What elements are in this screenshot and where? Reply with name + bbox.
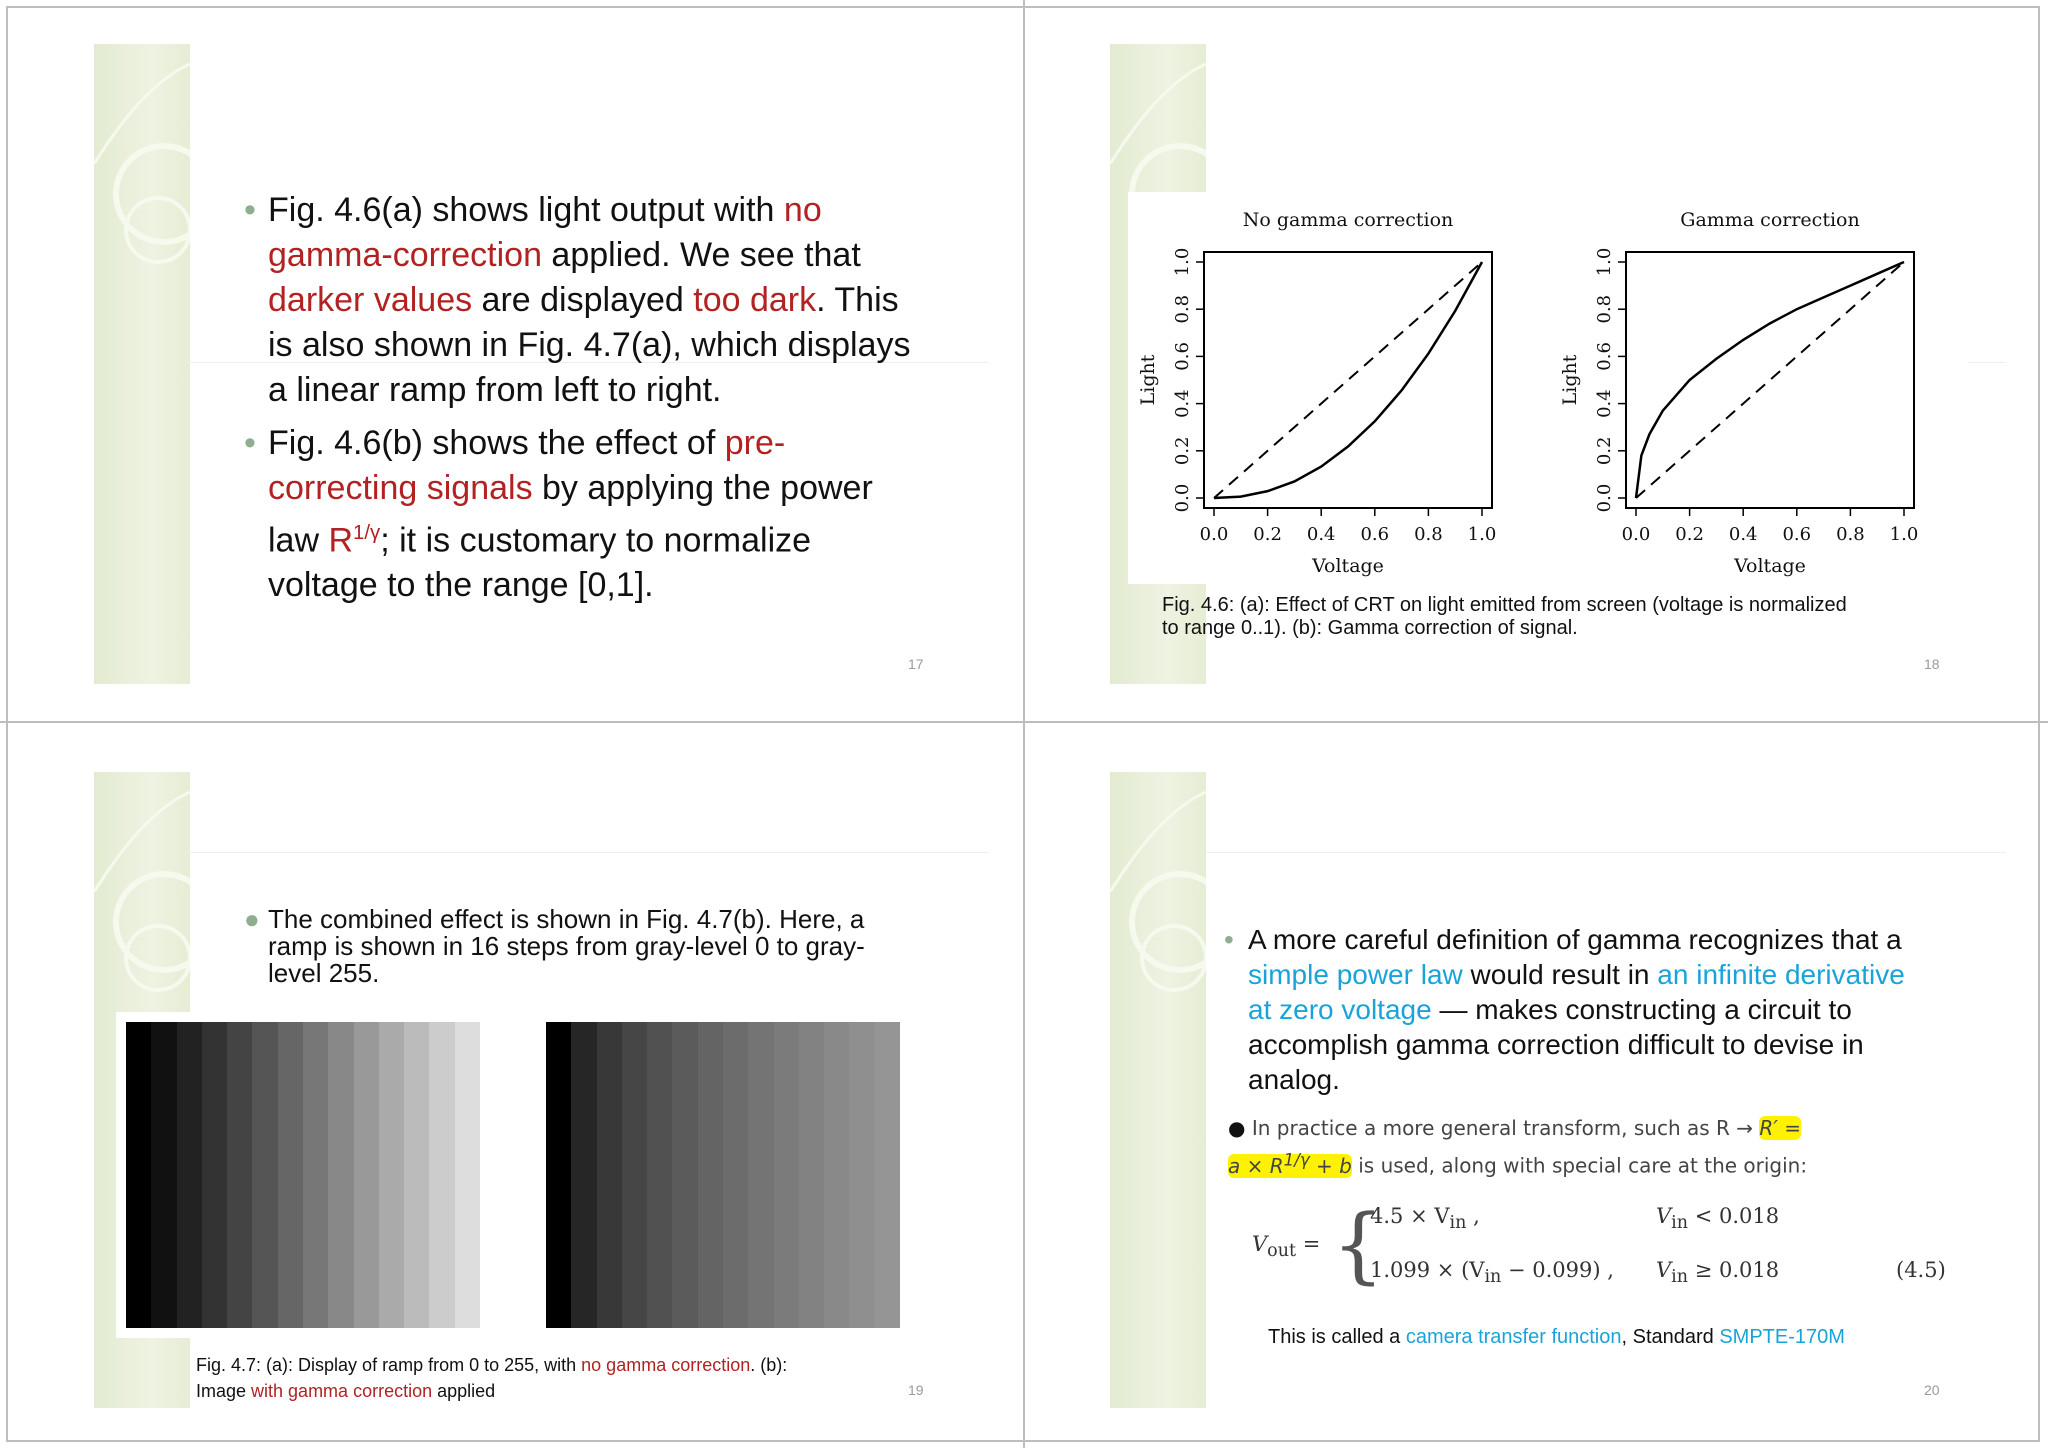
ramp-a-step <box>126 1022 151 1328</box>
ramp-no-gamma <box>126 1022 480 1328</box>
ramp-b-step <box>597 1022 622 1328</box>
chart-title: No gamma correction <box>1242 209 1454 231</box>
eq-cond-v: V <box>1656 1258 1672 1282</box>
eq-out: out <box>1267 1241 1297 1262</box>
ramp-b-step <box>698 1022 723 1328</box>
practice-text: ● In practice a more general transform, such as R → R′ = $a \times R^{1/\gamma} + b$ is used, along with special care at the origin: <box>1228 1116 1808 1178</box>
page-number: 20 <box>1924 1382 1940 1398</box>
text-segment: are displayed <box>472 281 694 319</box>
highlighted-offset: + b <box>1309 1153 1352 1178</box>
x-tick-label: 0.4 <box>1306 524 1336 545</box>
highlighted-r-prime: R′ = <box>1759 1116 1801 1140</box>
bullet-list <box>240 188 920 616</box>
text-segment: an infinite derivative at zero voltage <box>1248 959 1905 1025</box>
ramp-a-step <box>354 1022 379 1328</box>
eq-case2: 1.099 × (V <box>1370 1258 1485 1282</box>
highlighted-expression: a × R <box>1228 1153 1284 1178</box>
x-tick-label: 0.2 <box>1675 524 1704 545</box>
ramp-b-step <box>799 1022 824 1328</box>
x-tick-label: 0.8 <box>1414 524 1443 545</box>
figure-caption <box>196 1352 916 1404</box>
eq-case1: 4.5 × V <box>1370 1204 1450 1228</box>
ramp-a-step <box>227 1022 252 1328</box>
ramp-a-step <box>429 1022 454 1328</box>
ramp-a-step <box>151 1022 176 1328</box>
exponent: 1/γ <box>1283 1150 1310 1169</box>
equation-number: (4.5) <box>1896 1258 1946 1282</box>
text-segment: with gamma correction <box>251 1381 433 1401</box>
ramp-a-step <box>404 1022 429 1328</box>
practice-line-1: In practice a more general transform, such as R → <box>1251 1116 1760 1140</box>
ramp-a-step <box>202 1022 227 1328</box>
x-tick-label: 0.4 <box>1728 524 1758 545</box>
eq-case2-rest: − 0.099) , <box>1501 1258 1614 1282</box>
text-segment: Fig. 4.6(b) shows the effect of <box>268 424 725 462</box>
text-segment: no gamma correction <box>581 1355 751 1375</box>
bullet-list <box>240 906 900 987</box>
page-number: 18 <box>1924 656 1940 672</box>
eq-sub: in <box>1671 1213 1689 1234</box>
bullet-item <box>1220 922 1910 1097</box>
text-segment: ; it is customary to normalize voltage to the range [0,1]. <box>268 521 812 605</box>
y-tick-label: 0.8 <box>1594 294 1615 324</box>
text-segment: — makes constructing a circuit to accomplish gamma correction difficult to devise in analog. <box>1248 994 1864 1095</box>
y-tick-label: 0.2 <box>1594 436 1615 466</box>
eq-cond2: ≥ 0.018 <box>1688 1258 1780 1282</box>
x-tick-label: 0.0 <box>1621 524 1651 545</box>
text-segment: . This is also shown in Fig. 4.7(a), which displays a linear ramp from left to right. <box>268 281 911 409</box>
y-tick-label: 0.2 <box>1172 436 1193 466</box>
ramp-b-step <box>723 1022 748 1328</box>
text-segment: This is called a <box>1268 1326 1406 1348</box>
bullet-item <box>240 906 900 987</box>
caption-line <box>196 1352 916 1378</box>
page-number: 19 <box>908 1382 924 1398</box>
figure-4-6 <box>1128 192 1968 584</box>
text-segment: darker values <box>268 281 473 319</box>
y-tick-label: 0.0 <box>1594 483 1615 513</box>
x-tick-label: 0.8 <box>1836 524 1865 545</box>
slide-decoration <box>1110 772 1206 1408</box>
eq-sub: in <box>1484 1267 1502 1288</box>
x-tick-label: 0.2 <box>1253 524 1282 545</box>
text-segment: R <box>328 521 354 560</box>
eq-cond-v: V <box>1656 1204 1672 1228</box>
text-segment: SMPTE-170M <box>1719 1326 1845 1348</box>
y-tick-label: 0.4 <box>1594 389 1615 418</box>
bullet-dot: • <box>244 424 256 462</box>
footer-note <box>1268 1326 1845 1349</box>
y-tick-label: 0.0 <box>1172 483 1193 513</box>
text-segment: A more careful definition of gamma recognizes that a <box>1248 924 1902 955</box>
x-tick-label: 0.6 <box>1782 524 1812 545</box>
ramp-with-gamma <box>546 1022 900 1328</box>
text-segment: too dark <box>693 281 817 319</box>
ramp-a-step <box>379 1022 404 1328</box>
text-segment: no gamma-correction <box>268 191 822 274</box>
eq-v: V <box>1252 1232 1268 1256</box>
slide-19 <box>4 728 1024 1446</box>
y-tick-label: 0.4 <box>1172 389 1193 418</box>
text-segment: , Standard <box>1621 1326 1720 1348</box>
text-segment: by applying the power law <box>268 469 873 560</box>
ramp-b-step <box>774 1022 799 1328</box>
reference-line <box>1214 262 1482 498</box>
text-segment: camera transfer function <box>1405 1326 1622 1348</box>
bullet-item <box>240 188 920 413</box>
bullet-dot: • <box>1224 924 1234 955</box>
caption-line: Fig. 4.6: (a): Effect of CRT on light emitted from screen (voltage is normalized <box>1162 594 1847 616</box>
ramp-b-step <box>875 1022 900 1328</box>
ramp-b-step <box>571 1022 596 1328</box>
reference-line <box>1636 262 1904 498</box>
text-segment: 1/γ <box>353 522 381 544</box>
ramp-b-step <box>546 1022 571 1328</box>
ramp-a-step <box>328 1022 353 1328</box>
brace: { <box>1332 1198 1385 1293</box>
caption-line <box>196 1378 916 1404</box>
caption-line: to range 0..1). (b): Gamma correction of signal. <box>1162 617 1578 639</box>
slide-17 <box>4 4 1024 722</box>
chart-title: Gamma correction <box>1680 209 1860 231</box>
ramp-a-step <box>303 1022 328 1328</box>
ramp-b-step <box>824 1022 849 1328</box>
equation-4-5: $V_{out}$ = { $4.5 \times V_{in}$ , $V_{in} < 0.018$ $1.099 \times (V_{in} - 0.099)$ , $V_{in} \ge 0.018$ (4.5) <box>1252 1200 1972 1300</box>
x-axis-label: Voltage <box>1312 555 1384 577</box>
x-tick-label: 1.0 <box>1889 524 1919 545</box>
y-tick-label: 0.8 <box>1172 294 1193 324</box>
bullet-dot: ● <box>244 904 260 934</box>
bullet-text: The combined effect is shown in Fig. 4.7(b). Here, a ramp is shown in 16 steps from gray-level 0 to gray-level 255. <box>268 904 865 988</box>
slide-rule <box>1206 852 2006 853</box>
eq-sub: in <box>1449 1213 1467 1234</box>
slide-rule <box>188 852 988 853</box>
text-segment: applied <box>432 1381 496 1401</box>
x-tick-label: 0.0 <box>1199 524 1229 545</box>
bullet-dot: • <box>244 191 256 229</box>
x-tick-label: 0.6 <box>1360 524 1390 545</box>
x-axis-label: Voltage <box>1734 555 1806 577</box>
bullet-list <box>1220 922 1910 1097</box>
text-segment: Fig. 4.6(a) shows light output with <box>268 191 784 229</box>
gamma-charts <box>1128 192 1968 584</box>
ramp-a-step <box>252 1022 277 1328</box>
y-tick-label: 0.6 <box>1594 342 1615 371</box>
eq-sub: in <box>1671 1267 1689 1288</box>
ramp-a-step <box>177 1022 202 1328</box>
ramp-a-step <box>455 1022 480 1328</box>
text-segment: would result in <box>1462 959 1658 990</box>
y-tick-label: 1.0 <box>1594 247 1615 277</box>
bullet-item <box>240 421 920 608</box>
y-tick-label: 0.6 <box>1172 342 1193 371</box>
ramp-b-step <box>647 1022 672 1328</box>
text-segment: Fig. 4.7: (a): Display of ramp from 0 to 255, with <box>196 1355 582 1375</box>
x-tick-label: 1.0 <box>1467 524 1497 545</box>
text-segment: Image <box>196 1381 252 1401</box>
ramp-a-step <box>278 1022 303 1328</box>
practice-line-2: is used, along with special care at the origin: <box>1351 1153 1808 1178</box>
page-number: 17 <box>908 656 924 672</box>
ramp-b-step <box>622 1022 647 1328</box>
text-segment: applied. We see that <box>541 236 861 274</box>
ramp-b-step <box>748 1022 773 1328</box>
slide-decoration <box>94 44 190 684</box>
ramp-figure <box>116 1012 904 1338</box>
y-axis-label: Light <box>1559 354 1581 406</box>
slide-20 <box>1028 728 2048 1446</box>
text-segment: pre-correcting signals <box>268 424 786 507</box>
eq-cond1: < 0.018 <box>1688 1204 1780 1228</box>
y-tick-label: 1.0 <box>1172 247 1193 277</box>
ramp-b-step <box>672 1022 697 1328</box>
text-segment: simple power law <box>1248 959 1463 990</box>
text-segment: . (b): <box>750 1355 788 1375</box>
y-axis-label: Light <box>1137 354 1159 406</box>
figure-caption <box>1162 594 1847 640</box>
ramp-b-step <box>849 1022 874 1328</box>
